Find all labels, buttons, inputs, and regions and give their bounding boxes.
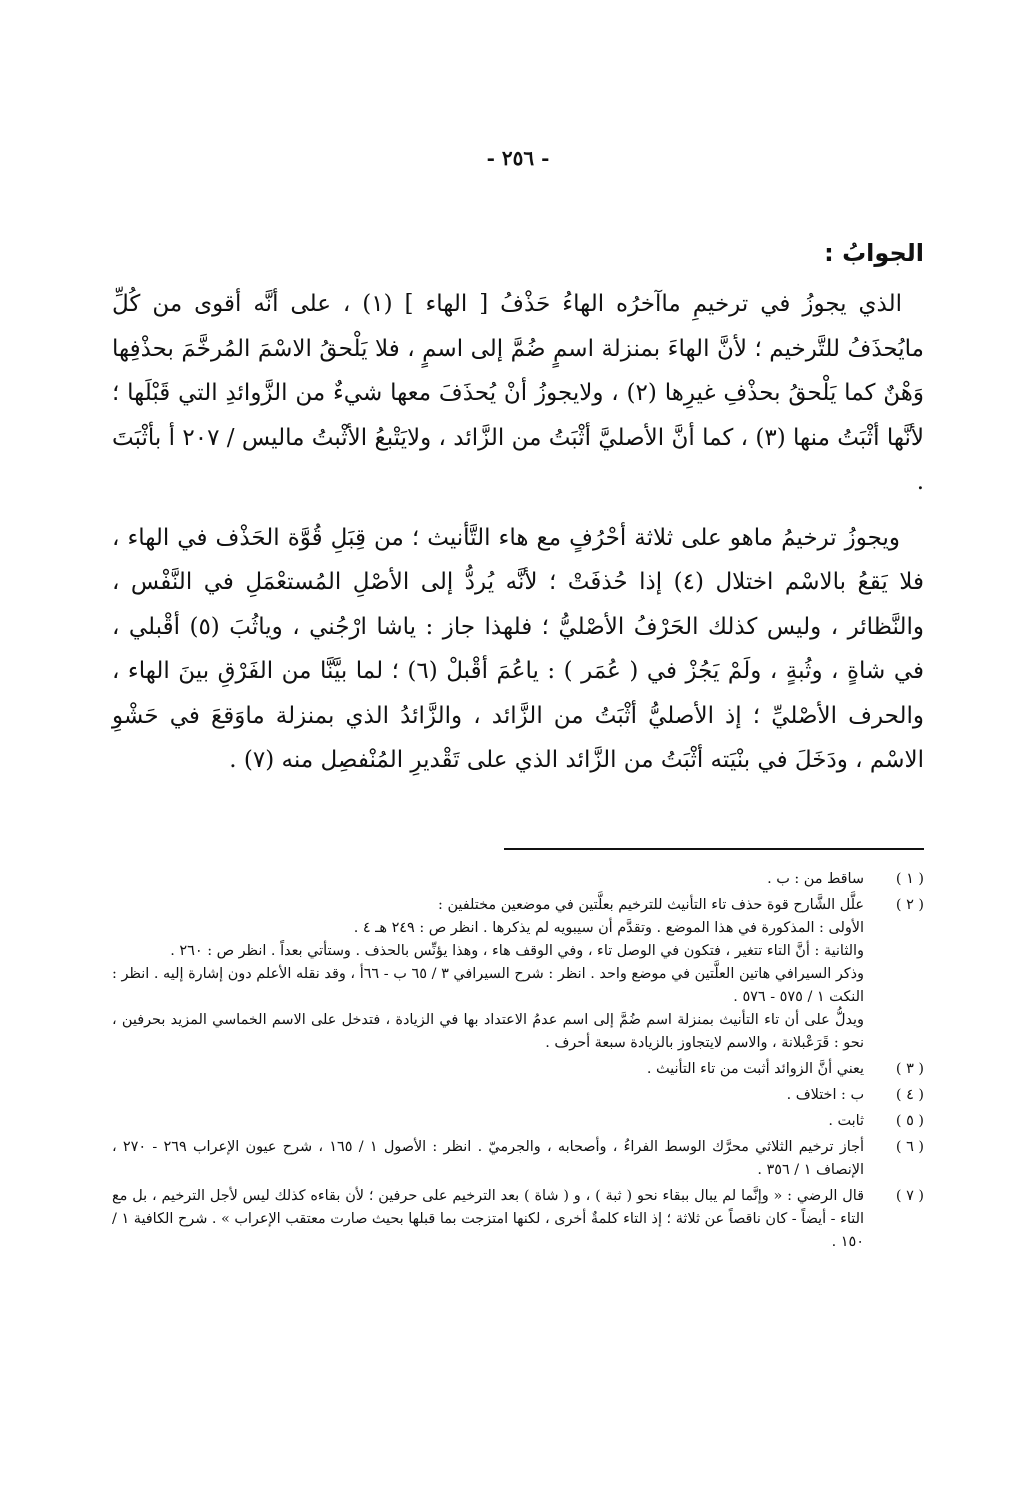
footnote-number: ( ٤ ) <box>895 1087 924 1103</box>
footnote-line: علَّل الشَّارح قوة حذف تاء التأنيث للترخيم بعلَّتين في موضعين مختلفين : <box>438 897 864 913</box>
footnote-text <box>112 894 864 1055</box>
footnote <box>112 1110 924 1133</box>
footnote-line: الأولى : المذكورة في هذا الموضع . وتقدَّم أن سيبويه لم يذكرها . انظر ص : ٢٤٩ هـ ٤ . <box>353 920 864 936</box>
footnote-line: ساقط من : ب . <box>767 871 864 887</box>
footnote-line: يعني أنَّ الزوائد أثبت من تاء التأنيث . <box>646 1061 864 1077</box>
footnote-line: والثانية : أنَّ التاء تتغير ، فتكون في الوصل تاء ، وفي الوقف هاء ، وهذا يؤنِّس بالحذف . وستأتي بعداً . انظر ص : ٢٦٠ . <box>170 943 864 959</box>
footnote-number: ( ٧ ) <box>895 1188 924 1204</box>
footnote-line: قال الرضي : « وإنَّما لم يبال ببقاء نحو ( ثبة ) ، و ( شاة ) بعد الترخيم على حرفين ؛ لأن بقاءه كذلك ليس لأجل الترخيم ، بل مع التاء - أيضاً - كان ناقصاً عن ثلاثة ؛ إذ التاء كلمةٌ أخرى ، لكنها امتزجت بما قبلها بحيث صارت معتقب الإعراب » . شرح الكافية ١ / ١٥٠ . <box>112 1188 864 1250</box>
footnote <box>112 1058 924 1081</box>
footnote-number: ( ٣ ) <box>895 1061 924 1077</box>
footnote-number: ( ٢ ) <box>895 897 924 913</box>
footnote-number: ( ١ ) <box>895 871 924 887</box>
footnote-text <box>112 1185 864 1254</box>
footnote-text <box>112 868 864 891</box>
footnote-separator <box>504 848 924 850</box>
footnote-line: ثابت . <box>828 1113 864 1129</box>
footnote-number: ( ٥ ) <box>895 1113 924 1129</box>
paragraph-2: ويجوزُ ترخيمُ ماهو على ثلاثة أحْرُفٍ مع هاء التَّأنيث ؛ من قِبَلِ قُوَّة الحَذْف في الهاء ، فلا يَقعُ بالاسْم اختلال (٤) إذا حُذفَتْ ؛ لأنَّه يُردُّ إلى الأصْلِ المُستعْمَلِ في النَّفْس ، والنَّظائر ، وليس كذلك الحَرْفُ الأصْليُّ ؛ فلهذا جاز : ياشا ارْجُني ، وياثُبَ (٥) أقْبلي ، في شاةٍ ، وثُبةٍ ، ولَمْ يَجُزْ في ( عُمَر ) : ياعُمَ أقْبلْ (٦) ؛ لما بيَّنَّا من الفَرْقِ بينَ الهاء ، والحرف الأصْليِّ ؛ إذ الأصليُّ أثْبَتُ من الزَّائد ، والزَّائدُ الذي بمنزلة ماوَقعَ في حَشْوِ الاسْم ، ودَخَلَ في بنْيَته أثْبَتُ من الزَّائد الذي على تَقْديرِ المُنْفصِل منه (٧) . <box>112 524 924 773</box>
footnote-line: أجاز ترخيم الثلاثي محرَّك الوسط الفراءُ ، وأصحابه ، والجرميّ . انظر : الأصول ١ / ١٦٥ ، شرح عيون الإعراب ٢٦٩ - ٢٧٠ ، الإنصاف ١ / ٣٥٦ . <box>112 1139 864 1178</box>
main-text <box>112 232 924 783</box>
page-number: - ٢٥٦ - <box>486 146 550 170</box>
footnote-text <box>112 1136 864 1182</box>
footnote <box>112 1136 924 1182</box>
footnotes <box>112 868 924 1254</box>
footnote <box>112 1185 924 1254</box>
footnote <box>112 1084 924 1107</box>
footnote-line: وذكر السيرافي هاتين العلَّتين في موضع واحد . انظر : شرح السيرافي ٣ / ٦٥ ب - ٦٦أ ، وقد نقله الأعلم دون إشارة إليه . انظر : النكت ١ / ٥٧٥ - ٥٧٦ . <box>112 966 865 1005</box>
answer-heading: الجوابُ : <box>824 239 924 267</box>
footnote-number: ( ٦ ) <box>895 1139 924 1155</box>
paragraph-1: الذي يجوزُ في ترخيمِ ماآخرُه الهاءُ حَذْفُ [ الهاء ] (١) ، على أنَّه أقوى من كُلِّ مايُحذَفُ للتَّرخيم ؛ لأنَّ الهاءَ بمنزلة اسمٍ ضُمَّ إلى اسمٍ ، فلا يَلْحقُ الاسْمَ المُرخَّمَ بحذْفِها وَهْنٌ كما يَلْحقُ بحذْفِ غيرِها (٢) ، ولايجوزُ أنْ يُحذَفَ معها شيءٌ من الزَّوائدِ التي قَبْلَها ؛ لأنَّها أثْبَتُ منها (٣) ، كما أنَّ الأصليَّ أثْبَتُ من الزَّائد ، ولايَتْبعُ الأثْبتُ ماليس / ٢٠٧ أ بأثْبَتَ . <box>112 291 925 495</box>
footnote-line: ب : اختلاف . <box>786 1087 864 1103</box>
footnote-text <box>112 1084 864 1107</box>
footnote <box>112 868 924 891</box>
footnote-text <box>112 1110 864 1133</box>
footnote-text <box>112 1058 864 1081</box>
footnote-line: ويدلُّ على أن تاء التأنيث بمنزلة اسم ضُمَّ إلى اسم عدمُ الاعتداد بها في الزيادة ، فتدخل على الاسم الخماسي المزيد بحرفين ، نحو : قَرَعْبلانة ، والاسم لايتجاوز بالزيادة سبعة أحرف . <box>112 1012 864 1051</box>
footnote <box>112 894 924 1055</box>
